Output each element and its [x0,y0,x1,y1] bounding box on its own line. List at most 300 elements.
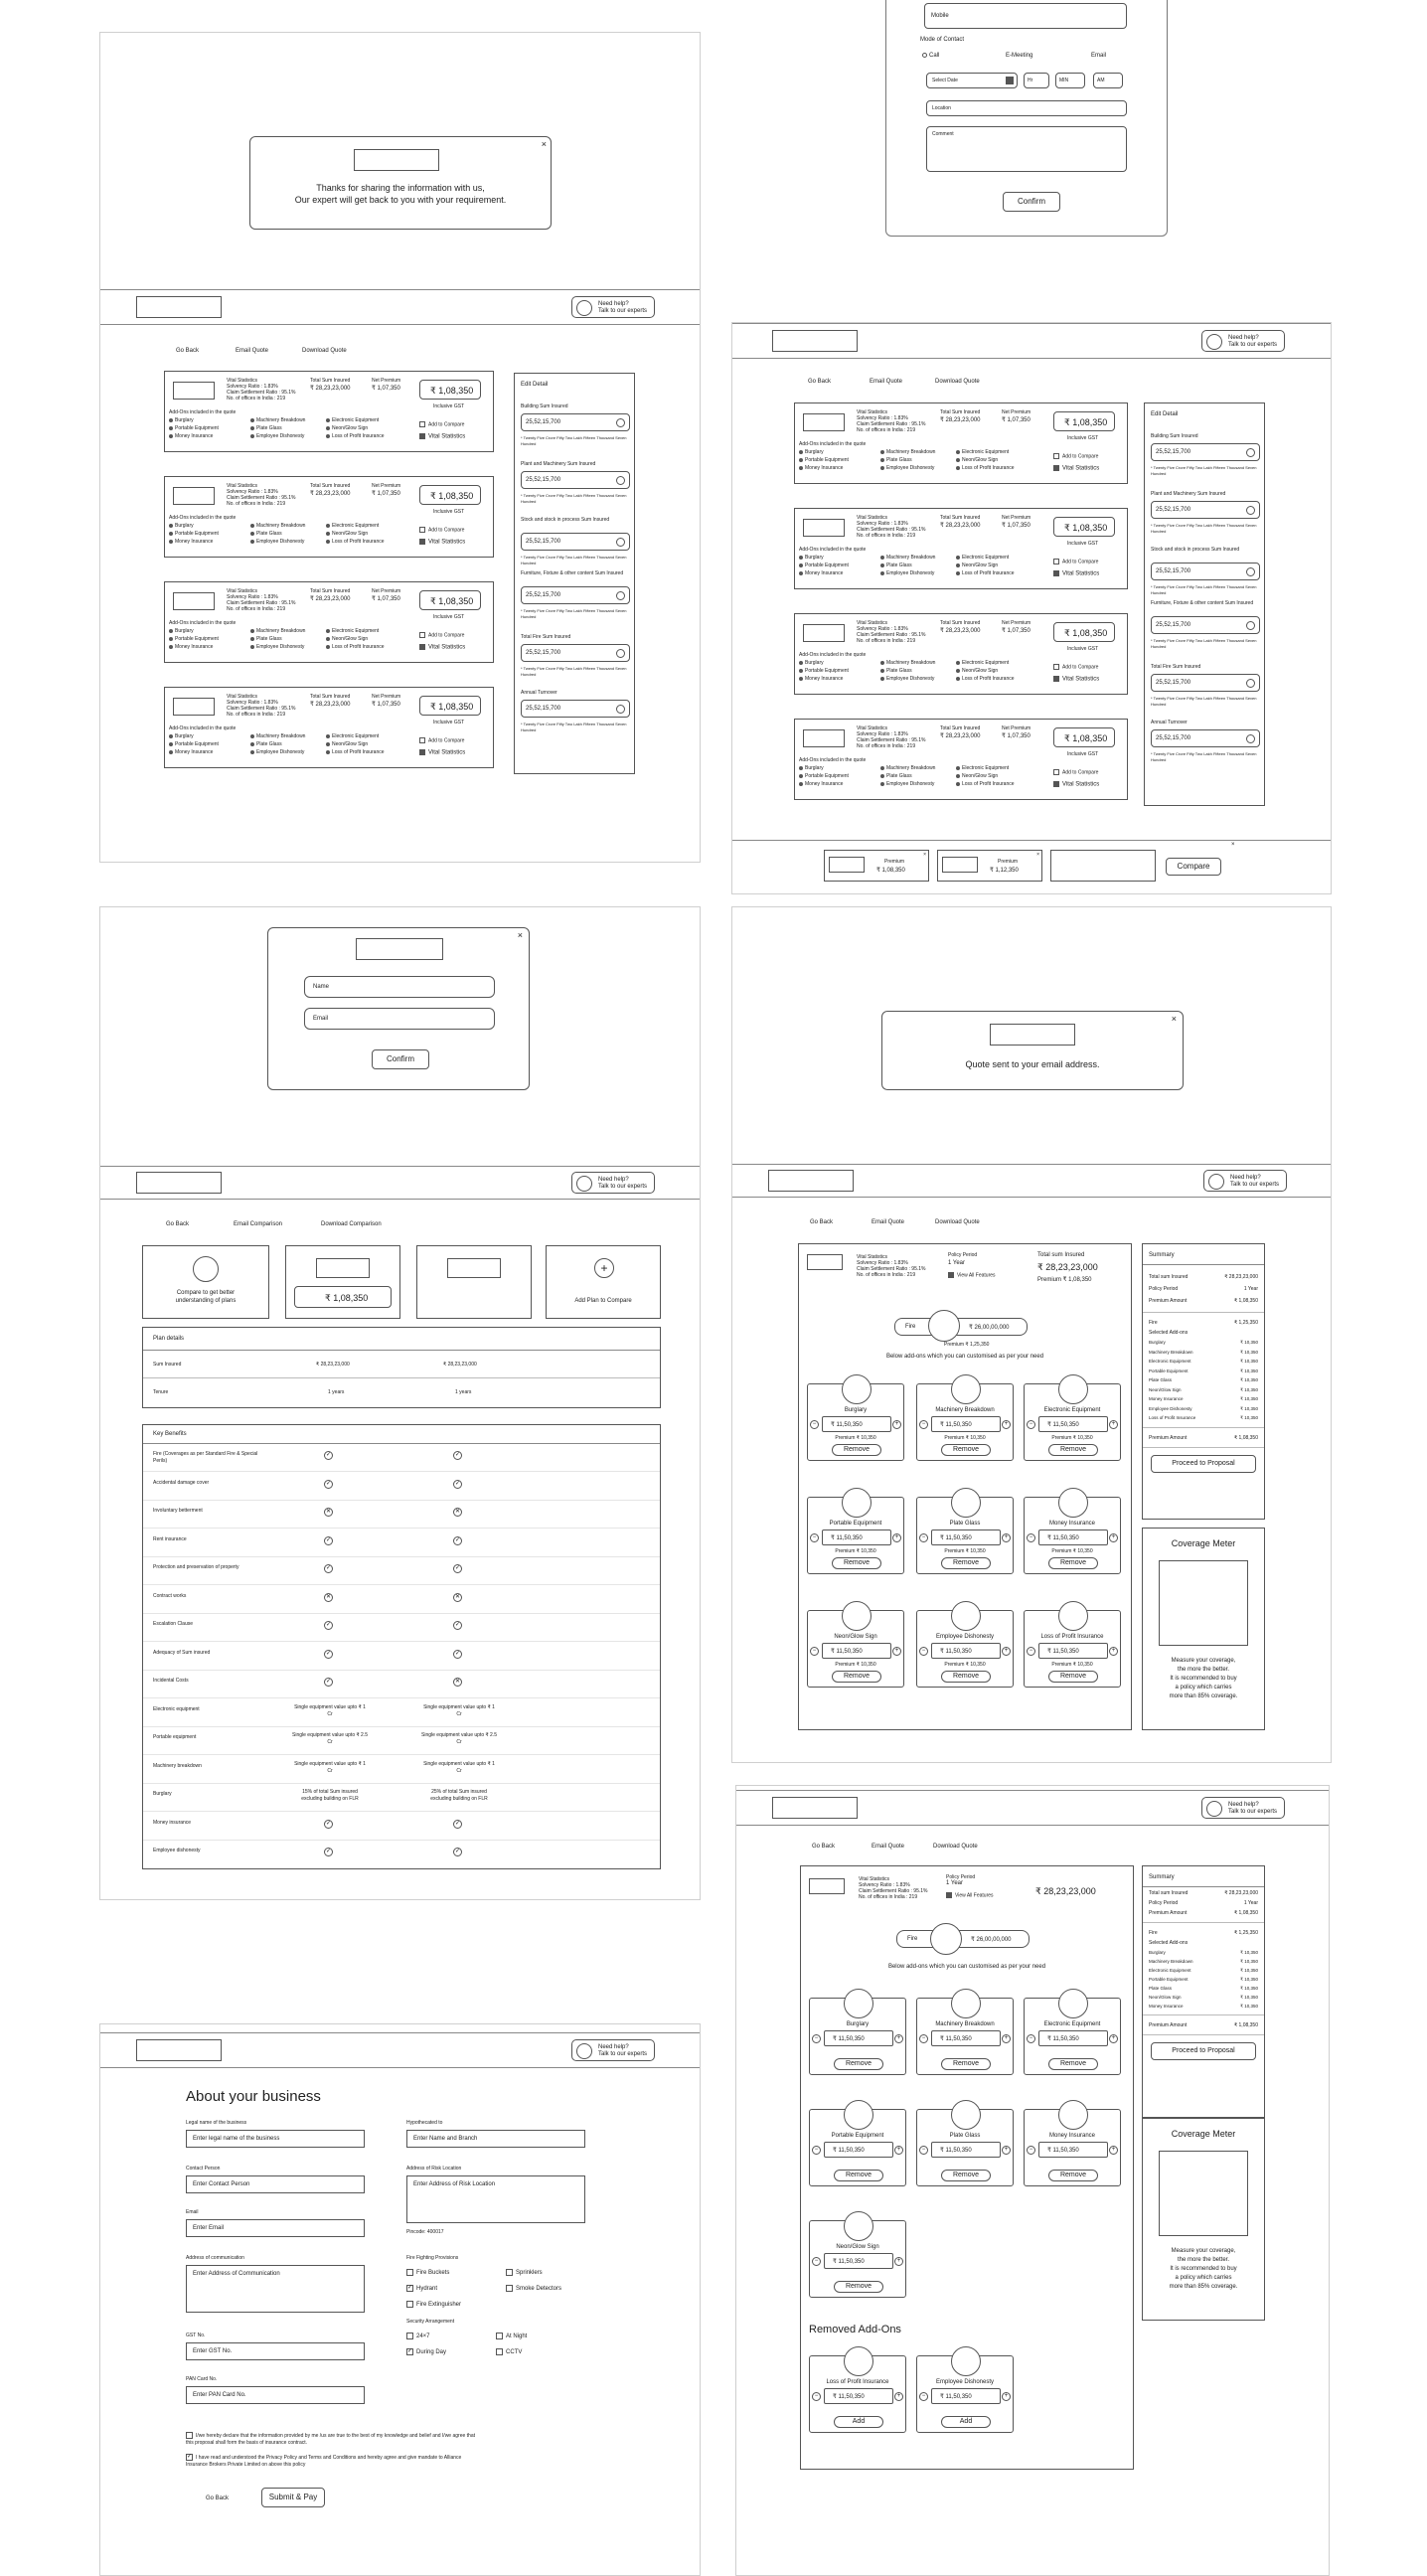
proceed-button[interactable]: Proceed to Proposal [1151,1455,1256,1473]
text: ₹ 1,07,350 [1002,523,1031,529]
benefit-name: Employee dishonesty [153,1848,201,1853]
help-button[interactable]: Need help? Talk to our experts [571,1172,655,1194]
plus-icon[interactable]: + [1109,2146,1118,2155]
plan-card-2[interactable] [416,1245,532,1319]
plan-details-table: Plan details Sum Insured ₹ 28,23,23,000 ₹ 28,23,23,000 Tenure 1 years 1 years [142,1327,661,1408]
minus-icon[interactable]: − [919,2146,928,2155]
addon-item: Portable Equipment [169,741,219,747]
help-button[interactable]: Need help? Talk to our experts [1201,330,1285,352]
text: Add-Ons included in the quote [799,441,867,447]
contact-person-input[interactable]: Enter Contact Person [186,2175,365,2193]
addon-item: Employee Dishonesty [250,749,304,755]
plus-icon[interactable]: + [1109,1647,1118,1656]
addon-amount-input[interactable] [822,1530,891,1545]
text: Claim Settlement Ratio : 95.1% [857,421,926,427]
legal-name-input[interactable]: Enter legal name of the business [186,2130,365,2148]
smoke-detectors-checkbox[interactable]: Smoke Detectors [506,2285,561,2292]
compare-bar-divider [732,840,1331,841]
text: ₹ 28,23,23,000 [940,628,981,634]
text: ₹ 1,07,350 [372,702,400,708]
help-avatar-icon [1208,1174,1224,1190]
addon-action-button[interactable]: Remove [941,2058,991,2070]
close-icon[interactable]: × [517,930,523,940]
addon-action-button[interactable]: Remove [941,2170,991,2181]
addon-action-button[interactable]: Remove [834,2058,883,2070]
text: Portable Equipment [1149,1368,1189,1373]
addon-label: Loss of Profit Insurance [826,2379,889,2385]
text: Vital Statistics [857,725,888,731]
minus-icon[interactable]: − [919,1420,928,1429]
sum-insured-input[interactable] [521,586,630,604]
plus-icon[interactable]: + [892,1533,901,1542]
addon-amount-input[interactable] [1038,1643,1108,1659]
addon-amount-input[interactable] [931,2388,1001,2404]
check-icon: ✓ [454,1650,461,1657]
text: Fire [1149,1320,1158,1326]
edit-icon[interactable] [616,476,625,485]
addon-action-button[interactable]: Add [834,2416,883,2428]
cross-icon: ✕ [325,1593,332,1600]
view-features[interactable]: View All Features [946,1892,994,1898]
text: the more the better. [1177,2257,1230,2263]
addon-action-button[interactable]: Remove [1048,2058,1098,2070]
text: Inclusive GST [433,720,465,725]
text: It is recommended to buy [1170,2266,1237,2272]
addon-action-button[interactable]: Remove [941,1557,991,1569]
addon-tile [807,1383,904,1461]
fire-pill[interactable]: Fire ₹ 26,00,00,000 [896,1930,1030,1948]
addon-amount-input[interactable] [1038,1416,1108,1432]
add-plan-card[interactable]: + Add Plan to Compare [546,1245,661,1319]
plus-icon[interactable]: + [1002,1647,1011,1656]
add-to-compare-checkbox[interactable]: Add to Compare [419,527,464,533]
plus-icon[interactable]: + [1109,2034,1118,2043]
text: ₹ 1,08,350 [430,386,474,396]
addon-action-button[interactable]: Remove [1048,1557,1098,1569]
download-quote-link[interactable]: Download Quote [935,1219,980,1225]
edit-icon[interactable] [616,705,625,714]
name-input[interactable]: Name [304,976,495,998]
addon-action-button[interactable]: Remove [941,1671,991,1683]
date-input[interactable]: Select Date [926,73,1018,88]
addon-amount-input[interactable] [824,2142,893,2158]
text: ₹ 11,50,350 [940,2148,972,2154]
addon-label: Plate Glass [949,2133,981,2139]
minus-icon[interactable]: − [810,1647,819,1656]
email-input[interactable]: Email [304,1008,495,1030]
addon-item: Plate Glass [880,668,912,674]
addon-item: Neon/Glow Sign [956,668,998,674]
text: a policy which carries [1175,1685,1232,1690]
price-button[interactable] [419,696,481,716]
meter-title: Coverage Meter [1171,2129,1236,2139]
email-comparison-link[interactable]: Email Comparison [234,1221,283,1227]
text: Solvency Ratio : 1.83% [857,415,908,421]
addon-tile [809,2355,906,2433]
text: ₹ 11,50,350 [831,1649,863,1655]
minute-select[interactable]: MIN [1055,73,1085,88]
fire-pill[interactable]: Fire ₹ 26,00,00,000 [894,1318,1028,1336]
communication-address-input[interactable]: Enter Address of Communication [186,2265,365,2313]
minus-icon[interactable]: − [1027,2034,1035,2043]
add-to-compare-checkbox[interactable]: Add to Compare [1053,769,1098,775]
cross-icon: ✕ [454,1509,461,1515]
addon-item: Electronic Equipment [326,523,379,529]
email-quote-link[interactable]: Email Quote [872,1219,905,1225]
text: ₹ 11,50,350 [1047,2036,1079,2042]
mode-email[interactable]: Email [1091,53,1107,59]
help-button[interactable]: Need help? Talk to our experts [1203,1170,1287,1192]
text: ₹ 28,23,23,000 [310,491,351,497]
sum-insured-input[interactable] [1151,443,1260,461]
addon-action-button[interactable]: Remove [832,1671,881,1683]
addon-amount-input[interactable] [822,1643,891,1659]
hour-select[interactable]: Hr [1024,73,1049,88]
text: more than 85% coverage. [1169,1693,1238,1699]
edit-icon[interactable] [1246,506,1255,515]
addon-item: Burglary [799,449,824,455]
addon-amount-input[interactable] [1038,1530,1108,1545]
minus-icon[interactable]: − [919,1533,928,1542]
close-icon[interactable]: × [541,139,547,149]
comment-input[interactable]: Comment [926,126,1127,172]
mode-call[interactable]: Call [922,53,939,59]
amount-in-words: * Twenty Five Crore Fifty Two Lakh Fifteen Thousand Seven Hundred [521,608,627,619]
compare-slot-1[interactable]: Premium ₹ 1,08,350 × [824,850,929,882]
text: 25,52,15,700 [1156,568,1191,574]
go-back-link[interactable]: Go Back [176,348,200,354]
text: ₹ 10,350 [1240,1950,1258,1955]
fire-buckets-checkbox[interactable]: Fire Buckets [406,2269,449,2276]
addon-icon [951,2346,981,2376]
view-features[interactable]: View All Features [948,1272,996,1278]
addon-label: Money Insurance [1048,1521,1096,1527]
sum-insured-input[interactable] [1151,563,1260,580]
go-back-link[interactable]: Go Back [808,379,832,385]
benefit-value: Single equipment value upto ₹ 1 Cr [294,1703,366,1717]
edit-icon[interactable] [1246,567,1255,576]
addon-action-button[interactable]: Add [941,2416,991,2428]
minus-icon[interactable]: − [1027,1533,1035,1542]
vital-statistics-link[interactable]: Vital Statistics [1053,676,1099,683]
plus-icon[interactable]: + [894,2257,903,2266]
text: Premium Amount [1149,1910,1188,1916]
plus-icon[interactable]: + [1002,1420,1011,1429]
add-to-compare-checkbox[interactable]: Add to Compare [1053,559,1098,564]
addon-item: Neon/Glow Sign [956,457,998,463]
declaration-1[interactable]: I/we hereby declare that the information provided by me /us are true to the best of my knowledge and belief and I/we agree that this proposal shall form the basis of insurance contract. [186,2432,475,2446]
edit-icon[interactable] [1246,679,1255,688]
vital-statistics-link[interactable]: Vital Statistics [1053,465,1099,472]
text: Premium ₹ 10,350 [1051,1548,1093,1554]
addon-action-button[interactable]: Remove [834,2281,883,2293]
summary-panel [1142,1243,1265,1520]
plus-icon[interactable]: + [894,2392,903,2401]
add-to-compare-checkbox[interactable]: Add to Compare [419,421,464,427]
proceed-button[interactable]: Proceed to Proposal [1151,2042,1256,2060]
minus-icon[interactable]: − [812,2146,821,2155]
logo [772,330,858,352]
minus-icon[interactable]: − [919,2392,928,2401]
removed-addons-title: Removed Add-Ons [809,2324,901,2335]
frame-thanks-quotes [99,32,701,863]
sum-insured-input[interactable] [521,471,630,489]
email-input[interactable]: Enter Email [186,2219,365,2237]
plus-icon[interactable]: + [1002,1533,1011,1542]
vital-statistics-link[interactable]: Vital Statistics [419,539,465,546]
download-quote-link[interactable]: Download Quote [302,348,347,354]
go-back-link[interactable]: Go Back [810,1219,834,1225]
sum-insured-input[interactable] [1151,674,1260,692]
addon-icon [842,1374,872,1404]
text: Claim Settlement Ratio : 95.1% [227,495,296,501]
text: ₹ 11,50,350 [940,1535,972,1541]
addon-amount-input[interactable] [931,1530,1001,1545]
add-to-compare-checkbox[interactable]: Add to Compare [1053,664,1098,670]
text: ₹ 10,350 [1240,1415,1258,1420]
text: It is recommended to buy [1170,1676,1237,1682]
addon-action-button[interactable]: Remove [1048,1671,1098,1683]
vital-statistics-link[interactable]: Vital Statistics [1053,570,1099,577]
sum-insured-input[interactable] [521,700,630,718]
edit-icon[interactable] [616,418,625,427]
addon-action-button[interactable]: Remove [1048,2170,1098,2181]
addon-item: Employee Dishonesty [880,465,934,471]
text: Summary [1149,1874,1175,1880]
edit-icon[interactable] [1246,621,1255,630]
check-icon: ✓ [454,1536,461,1543]
declaration-2[interactable]: ✓ I have read and understood the Privacy Policy and Terms and Conditions and hereby agree and give mandate to Alliance Insurance Brokers Private Limited on above this policy [186,2454,462,2468]
text: Solvency Ratio : 1.83% [857,731,908,737]
quote-card [794,613,1128,695]
benefit-value: Single equipment value upto ₹ 1 Cr [294,1760,366,1774]
go-back-link[interactable]: Go Back [206,2496,230,2501]
plus-icon[interactable]: + [1002,2392,1011,2401]
vital-statistics-link[interactable]: Vital Statistics [419,644,465,651]
plus-icon[interactable]: + [894,2034,903,2043]
minus-icon[interactable]: − [810,1533,819,1542]
close-compare-icon[interactable]: × [1231,842,1235,848]
text: ₹ 10,350 [1240,1396,1258,1401]
edit-icon[interactable] [1246,734,1255,743]
minus-icon[interactable]: − [812,2257,821,2266]
benefit-name: Escalation Clause [153,1621,194,1627]
minus-icon[interactable]: − [812,2034,821,2043]
coverage-meter-panel [1142,2118,1265,2321]
text: ₹ 11,50,350 [833,2259,865,2265]
sum-insured-input[interactable] [1151,501,1260,519]
confirm-button[interactable]: Confirm [1003,192,1060,212]
minus-icon[interactable]: − [1027,2146,1035,2155]
text: Add-Ons included in the quote [799,757,867,763]
quote-card [794,719,1128,800]
close-icon: × [1036,852,1039,858]
download-comparison-link[interactable]: Download Comparison [321,1221,382,1227]
header [732,1164,1331,1198]
sec-night-checkbox[interactable]: At Night [496,2333,527,2339]
text: Burglary [1149,1340,1166,1345]
addon-item: Burglary [799,660,824,666]
add-to-compare-checkbox[interactable]: Add to Compare [1053,453,1098,459]
addon-label: Neon/Glow Sign [836,2244,879,2250]
addon-action-button[interactable]: Remove [832,1444,881,1456]
price-button[interactable] [1053,727,1115,747]
sum-insured-input[interactable] [521,413,630,431]
compare-button[interactable]: Compare [1166,858,1221,876]
sec-day-checkbox[interactable]: ✓ During Day [407,2348,447,2356]
addon-action-button[interactable]: Remove [832,1557,881,1569]
download-quote-link[interactable]: Download Quote [935,379,980,385]
addon-amount-input[interactable] [931,1643,1001,1659]
addon-action-button[interactable]: Remove [834,2170,883,2181]
location-input[interactable]: Location [926,100,1127,116]
price-button[interactable] [1053,517,1115,537]
edit-icon[interactable] [616,538,625,547]
risk-location-input[interactable]: Enter Address of Risk Location [406,2175,585,2223]
compare-slot-2[interactable]: Premium ₹ 1,12,350 × [937,850,1042,882]
plan-card-1[interactable]: ₹ 1,08,350 [285,1245,400,1319]
compare-slot-3[interactable] [1050,850,1156,882]
plus-icon[interactable]: + [892,1647,901,1656]
addon-tile [1024,1998,1121,2075]
sum-insured-input[interactable] [1151,616,1260,634]
amount-in-words: * Twenty Five Crore Fifty Two Lakh Fifteen Thousand Seven Hundred [1151,696,1257,707]
edit-icon[interactable] [1246,448,1255,457]
logo [136,296,222,318]
edit-icon[interactable] [616,591,625,600]
addon-action-button[interactable]: Remove [1048,1444,1098,1456]
plus-icon[interactable]: + [894,2146,903,2155]
plus-icon[interactable]: + [892,1420,901,1429]
addon-amount-input[interactable] [931,2142,1001,2158]
text: Net Premium [1002,725,1031,731]
addon-item: Money Insurance [169,749,213,755]
download-quote-link[interactable]: Download Quote [933,1844,978,1850]
go-back-link[interactable]: Go Back [812,1844,836,1850]
plus-icon[interactable]: + [1109,1533,1118,1542]
plus-icon[interactable]: + [1002,2034,1011,2043]
addon-amount-input[interactable] [822,1416,891,1432]
price-button[interactable] [1053,622,1115,642]
benefit-name: Money insurance [153,1819,192,1826]
addon-icon [1058,1989,1088,2018]
addon-item: Electronic Equipment [326,733,379,739]
hydrant-checkbox[interactable]: ✓ Hydrant [407,2285,438,2293]
text: Vital Statistics [227,694,258,700]
text: Total Sum Insured [940,620,981,626]
benefit-name: Incidental Costs [153,1678,189,1684]
vital-statistics-link[interactable]: Vital Statistics [419,433,465,440]
addon-amount-input[interactable] [824,2030,893,2046]
price-button[interactable] [419,590,481,610]
plus-icon[interactable]: + [1002,2146,1011,2155]
go-back-link[interactable]: Go Back [166,1221,190,1227]
add-to-compare-checkbox[interactable]: Add to Compare [419,737,464,743]
addon-item: Plate Glass [880,563,912,568]
close-icon[interactable]: × [1171,1014,1177,1024]
help-button[interactable]: Need help? Talk to our experts [571,2039,655,2061]
mode-label: Mode of Contact [920,37,965,43]
vital-statistics-link[interactable]: Vital Statistics [1053,781,1099,788]
plus-icon[interactable]: + [1109,1420,1118,1429]
sum-insured-input[interactable] [521,533,630,551]
minus-icon[interactable]: − [919,2034,928,2043]
confirm-button[interactable]: Confirm [372,1049,429,1069]
text: Loss of Profit Insurance [1149,1415,1196,1420]
benefit-name: Adequacy of Sum insured [153,1649,211,1656]
addon-icon [951,1601,981,1631]
minus-icon[interactable]: − [1027,1647,1035,1656]
gst-input[interactable]: Enter GST No. [186,2342,365,2360]
help-button[interactable]: Need help? Talk to our experts [571,296,655,318]
price-button[interactable] [1053,411,1115,431]
text: Net Premium [1002,409,1031,415]
cross-icon: ✕ [454,1593,461,1600]
sec-cctv-checkbox[interactable]: CCTV [496,2348,522,2355]
fire-extinguisher-checkbox[interactable]: Fire Extinguisher [406,2301,461,2308]
submit-pay-button[interactable]: Submit & Pay [261,2488,325,2507]
text: Measure your coverage, [1171,2248,1236,2254]
addon-amount-input[interactable] [1038,2142,1108,2158]
text: Solvency Ratio : 1.83% [227,700,278,706]
mode-emeeting[interactable]: E-Meeting [1006,53,1033,59]
minus-icon[interactable]: − [810,1420,819,1429]
edit-icon[interactable] [616,649,625,658]
coverage-meter-chart [1159,2151,1248,2236]
edit-detail-panel [1144,402,1265,806]
text: Machinery Breakdown [1149,1349,1193,1355]
addon-action-button[interactable]: Remove [941,1444,991,1456]
pan-input[interactable]: Enter PAN Card No. [186,2386,365,2404]
email-quote-link[interactable]: Email Quote [870,379,903,385]
text: Neon/Glow Sign [1149,1386,1182,1392]
sprinklers-checkbox[interactable]: Sprinklers [506,2269,543,2276]
text: Plate Glass [1149,1377,1173,1382]
minus-icon[interactable]: − [919,1647,928,1656]
addon-amount-input[interactable] [824,2253,893,2269]
ampm-select[interactable]: AM [1093,73,1123,88]
addon-amount-input[interactable] [931,1416,1001,1432]
price-button[interactable] [419,380,481,400]
page-title: About your business [186,2088,321,2105]
amount-in-words: * Twenty Five Crore Fifty Two Lakh Fifteen Thousand Seven Hundred [521,722,627,732]
vital-statistics-link[interactable]: Vital Statistics [419,749,465,756]
addon-tile [807,1610,904,1688]
addon-amount-input[interactable] [824,2388,893,2404]
text: Solvency Ratio : 1.83% [857,521,908,527]
email-quote-link[interactable]: Email Quote [872,1844,905,1850]
sum-insured-input[interactable] [1151,729,1260,747]
email-quote-link[interactable]: Email Quote [236,348,269,354]
mobile-input[interactable]: Mobile [924,3,1127,29]
text: ₹ 10,350 [1240,2004,1258,2009]
minus-icon[interactable]: − [1027,1420,1035,1429]
sec-247-checkbox[interactable]: 24×7 [406,2333,430,2339]
text: Money Insurance [1149,1396,1184,1401]
add-to-compare-checkbox[interactable]: Add to Compare [419,632,464,638]
addon-amount-input[interactable] [1038,2030,1108,2046]
sum-insured-input[interactable] [521,644,630,662]
hypothecated-input[interactable]: Enter Name and Branch [406,2130,585,2148]
addon-amount-input[interactable] [931,2030,1001,2046]
help-button[interactable]: Need help? Talk to our experts [1201,1797,1285,1819]
price-button[interactable] [419,485,481,505]
addon-item: Plate Glass [250,425,282,431]
addon-icon [1058,1601,1088,1631]
minus-icon[interactable]: − [812,2392,821,2401]
frame-comparison [99,906,701,1900]
header [732,323,1331,359]
